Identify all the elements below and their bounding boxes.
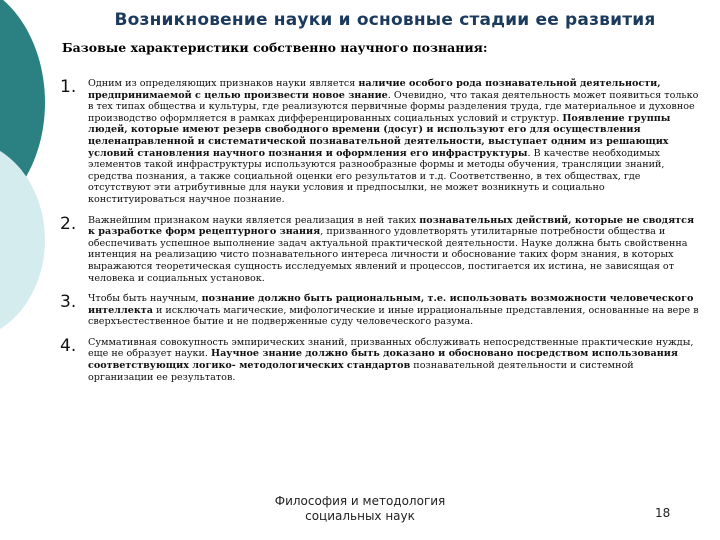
body-text: познавательной деятельности и системной организации ее результатов.	[88, 360, 634, 383]
list-item-1	[60, 78, 700, 206]
body-text: . В качестве необходимых элементов такой инфраструктуры используются разнообразные формы и методы обучения, трансляции знаний, средства познания, а также социальной оценки его результатов и т.д. Соответственно, в тех обществах, где отсутствуют эти атрибутивные для науки условия и предпосылки, не может возникнуть и социально конституироваться научное познание.	[88, 147, 665, 205]
slide-subtitle: Базовые характеристики собственно научного познания:	[62, 40, 488, 55]
list-item-number: 1.	[60, 77, 77, 97]
list-item-number: 2.	[60, 213, 77, 234]
list-item-3	[60, 293, 700, 328]
footer-line-1: Философия и методология	[274, 494, 446, 508]
body-text: . Очевидно, что такая деятельность может появиться только в тех типах общества и культуры, где реализуются первичные формы разделения труда, где материальное и духовное производство оформляется в рамках дифференцированных социальных условий и структур.	[88, 89, 699, 124]
body-text: Важнейшим признаком науки является реализация в ней таких	[88, 214, 420, 226]
footer-line-2: социальных наук	[305, 509, 415, 523]
list-item-number: 3.	[60, 292, 77, 313]
list-item-text	[88, 215, 700, 285]
emphasized-text: Появление группы людей, которые имеют резерв свободного времени (досуг) и используют его для осуществления целенаправленной и систематической познавательной деятельности, выступает одним из решающих условий становления научного познания и оформления его инфраструктуры	[88, 112, 671, 159]
body-text: Чтобы быть научным,	[88, 293, 202, 305]
body-text: , призванного удовлетворять утилитарные потребности общества и обеспечивать успешное выполнение задач актуальной практической деятельности. Науке должна быть свойственна интенция на реализацию чисто познавательного интереса личности и обоснование таких форм знания, в которых выражаются теоретическая сущность исследуемых явлений и процессов, постигается их истина, не зависящая от человека и социальных установок.	[88, 226, 688, 284]
footer-course-title	[235, 494, 485, 524]
page-number: 18	[655, 506, 671, 520]
body-text: и исключать магические, мифологические и иные иррациональные представления, основанные на вере в сверхъестественное бытие и не подверженные суду человеческого разума.	[88, 304, 699, 328]
emphasized-text: познание должно быть рациональным, т.е. использовать возможности человеческого интеллекта	[88, 293, 694, 316]
body-text: Суммативная совокупность эмпирических знаний, призванных обслуживать непосредственные практические нужды, еще не образует науки.	[88, 336, 694, 360]
list-item-text	[88, 78, 700, 206]
body-text: Одним из определяющих признаков науки является	[88, 78, 359, 89]
list-item-text	[88, 293, 700, 328]
emphasized-text: познавательных действий, которые не сводятся к разработке форм рецептурного знания	[88, 214, 695, 238]
list-item-text	[88, 337, 700, 383]
list-item-4	[60, 337, 700, 383]
list-item-number: 4.	[60, 335, 77, 356]
emphasized-text: Научное знание должно быть доказано и обосновано посредством использования соответствующих логико- методологических стандартов	[88, 348, 678, 372]
slide-title: Возникновение науки и основные стадии ее развития	[114, 10, 656, 30]
numbered-list	[60, 78, 700, 392]
list-item-2	[60, 215, 700, 285]
emphasized-text: наличие особого рода познавательной деятельности, предпринимаемой с целью произвести новое знание	[88, 78, 661, 101]
